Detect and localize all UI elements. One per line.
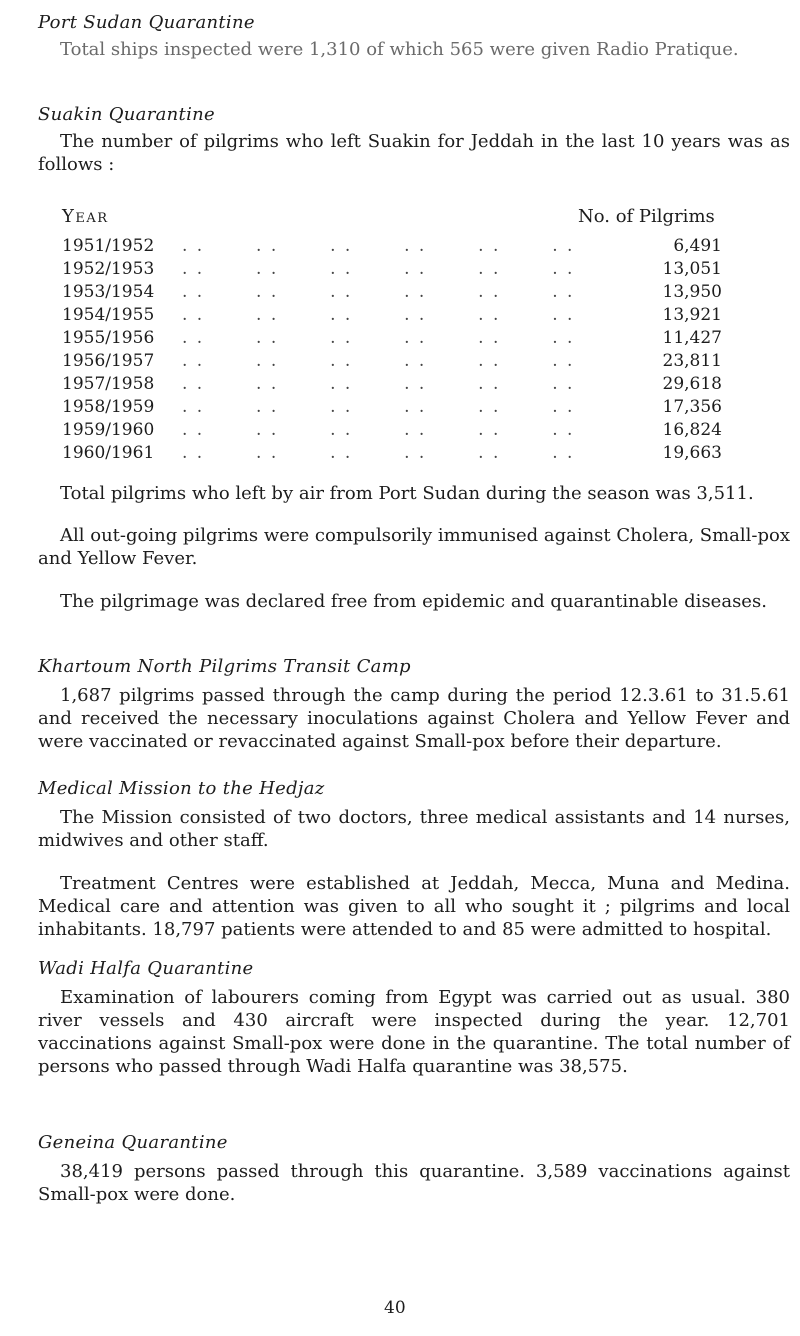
- row-year: 1958/1959: [62, 397, 155, 417]
- table-row: [62, 282, 722, 304]
- row-year: 1953/1954: [62, 282, 155, 302]
- row-year: 1956/1957: [62, 351, 155, 371]
- air-pilgrims-text: Total pilgrims who left by air from Port Sudan during the season was 3,511.: [60, 483, 754, 504]
- geneina-text: 38,419 persons passed through this quarantine. 3,589 vaccinations against Small-pox were done.: [38, 1161, 790, 1205]
- leader-dots: . . . . . . . . . . . .: [182, 420, 575, 440]
- table-row: [62, 328, 722, 350]
- leader-dots: . . . . . . . . . . . .: [182, 305, 575, 325]
- declared-free-text: The pilgrimage was declared free from epidemic and quarantinable diseases.: [60, 591, 767, 612]
- year-column-header: Year: [62, 206, 109, 227]
- row-year: 1954/1955: [62, 305, 155, 325]
- port-sudan-heading: Port Sudan Quarantine: [38, 12, 255, 33]
- row-year: 1955/1956: [62, 328, 155, 348]
- row-count: 23,811: [662, 351, 722, 371]
- row-count: 6,491: [673, 236, 722, 256]
- row-count: 13,921: [662, 305, 722, 325]
- row-count: 29,618: [662, 374, 722, 394]
- row-count: 13,051: [662, 259, 722, 279]
- leader-dots: . . . . . . . . . . . .: [182, 374, 575, 394]
- row-year: 1951/1952: [62, 236, 155, 256]
- suakin-intro: The number of pilgrims who left Suakin for Jeddah in the last 10 years was as follows :: [38, 131, 790, 175]
- leader-dots: . . . . . . . . . . . .: [182, 397, 575, 417]
- table-row: [62, 397, 722, 419]
- khartoum-heading: Khartoum North Pilgrims Transit Camp: [38, 656, 411, 677]
- table-row: [62, 420, 722, 442]
- row-count: 11,427: [662, 328, 722, 348]
- port-sudan-text: Total ships inspected were 1,310 of which 565 were given Radio Pratique.: [60, 39, 739, 60]
- pilgrims-column-header: No. of Pilgrims: [578, 206, 715, 227]
- geneina-heading: Geneina Quarantine: [38, 1132, 228, 1153]
- table-row: [62, 236, 722, 258]
- row-year: 1952/1953: [62, 259, 155, 279]
- row-year: 1960/1961: [62, 443, 155, 463]
- immunisation-text: All out-going pilgrims were compulsorily immunised against Cholera, Small-pox and Yellow Fever.: [38, 525, 790, 569]
- hedjaz-heading: Medical Mission to the Hedjaz: [38, 778, 325, 799]
- table-row: [62, 259, 722, 281]
- hedjaz-text-1: The Mission consisted of two doctors, three medical assistants and 14 nurses, midwives and other staff.: [38, 807, 790, 851]
- khartoum-text: 1,687 pilgrims passed through the camp during the period 12.3.61 to 31.5.61 and received the necessary inoculations against Cholera and Yellow Fever and were vaccinated or revaccinated against Small-pox before their departure.: [38, 685, 790, 752]
- row-count: 16,824: [662, 420, 722, 440]
- row-year: 1957/1958: [62, 374, 155, 394]
- suakin-heading: Suakin Quarantine: [38, 104, 215, 125]
- leader-dots: . . . . . . . . . . . .: [182, 351, 575, 371]
- row-year: 1959/1960: [62, 420, 155, 440]
- leader-dots: . . . . . . . . . . . .: [182, 328, 575, 348]
- hedjaz-text-2: Treatment Centres were established at Jeddah, Mecca, Muna and Medina. Medical care and attention was given to all who sought it ; pilgrims and local inhabitants. 18,797 patients were attended to and 85 were admitted to hospital.: [38, 873, 790, 940]
- row-count: 19,663: [662, 443, 722, 463]
- leader-dots: . . . . . . . . . . . .: [182, 282, 575, 302]
- row-count: 13,950: [662, 282, 722, 302]
- leader-dots: . . . . . . . . . . . .: [182, 443, 575, 463]
- table-row: [62, 443, 722, 465]
- row-count: 17,356: [662, 397, 722, 417]
- table-row: [62, 305, 722, 327]
- wadi-halfa-text: Examination of labourers coming from Egypt was carried out as usual. 380 river vessels and 430 aircraft were inspected during the year. 12,701 vaccinations against Small-pox were done in the quarantine. The total number of persons who passed through Wadi Halfa quarantine was 38,575.: [38, 987, 790, 1077]
- page-number: 40: [384, 1298, 406, 1318]
- table-row: [62, 374, 722, 396]
- leader-dots: . . . . . . . . . . . .: [182, 236, 575, 256]
- leader-dots: . . . . . . . . . . . .: [182, 259, 575, 279]
- table-row: [62, 351, 722, 373]
- wadi-halfa-heading: Wadi Halfa Quarantine: [38, 958, 254, 979]
